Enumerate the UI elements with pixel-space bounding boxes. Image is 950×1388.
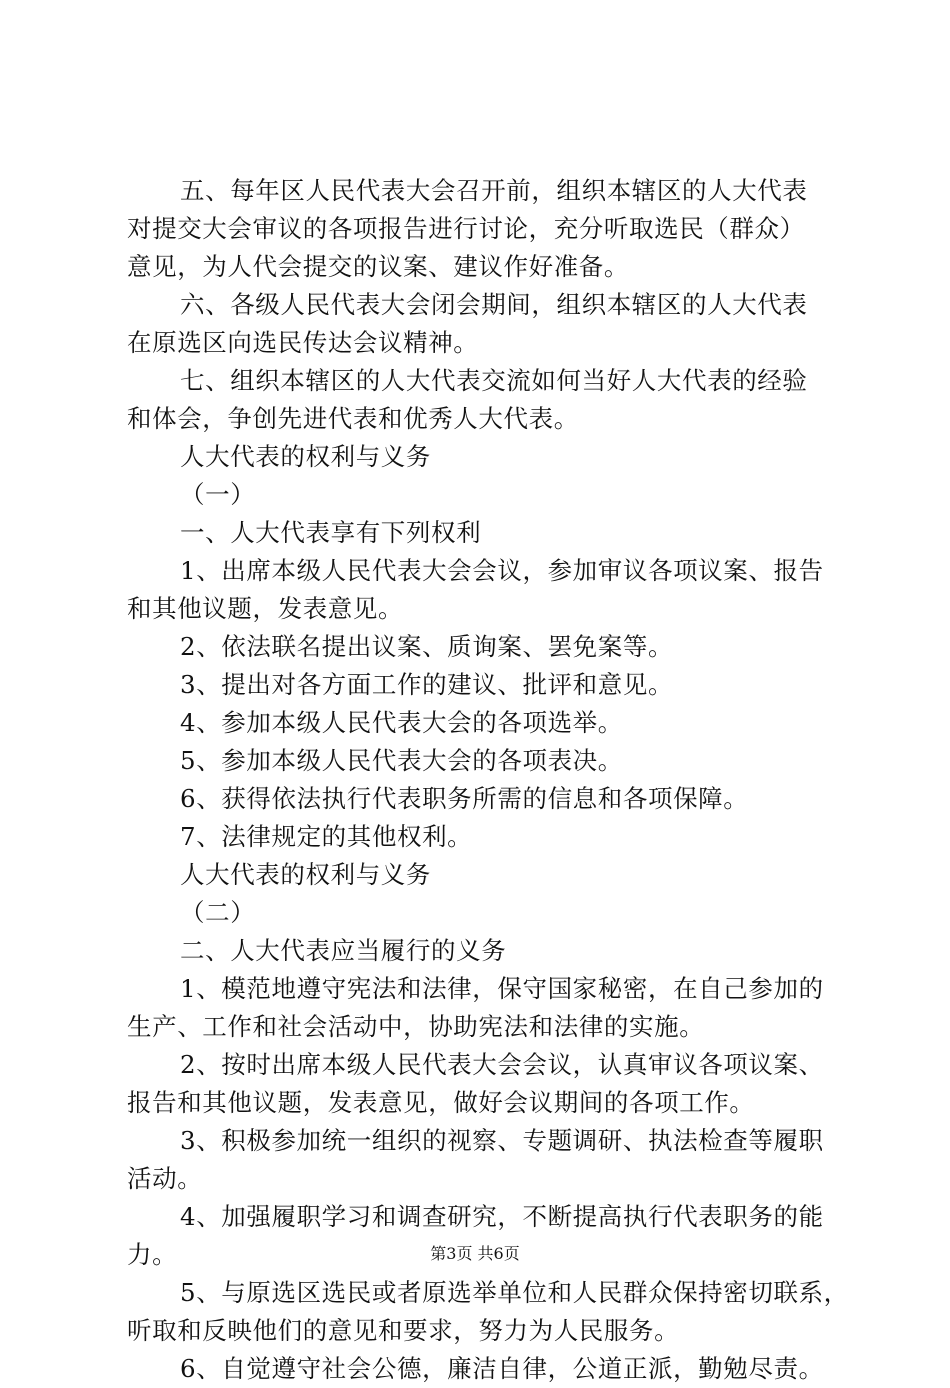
list-item-line: 3、积极参加统一组织的视察、专题调研、执法检查等履职 xyxy=(180,1126,824,1155)
paragraph-line: 六、各级人民代表大会闭会期间，组织本辖区的人大代表 xyxy=(180,290,808,319)
list-item-line: 生产、工作和社会活动中，协助宪法和法律的实施。 xyxy=(127,1012,705,1041)
page-number-footer: 第3页 共6页 xyxy=(430,1244,520,1263)
section-heading: 人大代表的权利与义务 xyxy=(180,442,431,471)
list-item-line: 和其他议题，发表意见。 xyxy=(127,594,404,623)
list-item-line: 力。 xyxy=(127,1240,178,1269)
list-item-line: 6、自觉遵守社会公德，廉洁自律，公道正派，勤勉尽责。 xyxy=(180,1354,824,1383)
list-item-line: 5、参加本级人民代表大会的各项表决。 xyxy=(180,746,623,775)
subsection-heading: 一、人大代表享有下列权利 xyxy=(180,518,482,547)
list-item-line: 6、获得依法执行代表职务所需的信息和各项保障。 xyxy=(180,784,749,813)
list-item-line: 2、依法联名提出议案、质询案、罢免案等。 xyxy=(180,632,674,661)
list-item-line: 3、提出对各方面工作的建议、批评和意见。 xyxy=(180,670,674,699)
list-item-line: 报告和其他议题，发表意见，做好会议期间的各项工作。 xyxy=(127,1088,755,1117)
list-item-line: 听取和反映他们的意见和要求，努力为人民服务。 xyxy=(127,1316,680,1345)
list-item-line: 活动。 xyxy=(127,1164,203,1193)
list-item-line: 4、参加本级人民代表大会的各项选举。 xyxy=(180,708,623,737)
paragraph-line: 意见，为人代会提交的议案、建议作好准备。 xyxy=(127,252,629,281)
document-body xyxy=(127,172,849,1388)
list-item-line: 2、按时出席本级人民代表大会会议，认真审议各项议案、 xyxy=(180,1050,824,1079)
paragraph-line: 在原选区向选民传达会议精神。 xyxy=(127,328,479,357)
section-number: （一） xyxy=(180,480,256,509)
paragraph-line: 七、组织本辖区的人大代表交流如何当好人大代表的经验 xyxy=(180,366,808,395)
paragraph-line: 对提交大会审议的各项报告进行讨论，充分听取选民（群众） xyxy=(127,214,805,243)
list-item-line: 1、出席本级人民代表大会会议，参加审议各项议案、报告 xyxy=(180,556,824,585)
list-item-line: 7、法律规定的其他权利。 xyxy=(180,822,473,851)
list-item-line: 4、加强履职学习和调查研究，不断提高执行代表职务的能 xyxy=(180,1202,824,1231)
subsection-heading: 二、人大代表应当履行的义务 xyxy=(180,936,507,965)
list-item-line: 1、模范地遵守宪法和法律，保守国家秘密，在自己参加的 xyxy=(180,974,824,1003)
section-heading: 人大代表的权利与义务 xyxy=(180,860,431,889)
list-item-line: 5、与原选区选民或者原选举单位和人民群众保持密切联系， xyxy=(180,1278,849,1307)
paragraph-line: 五、每年区人民代表大会召开前，组织本辖区的人大代表 xyxy=(180,176,808,205)
paragraph-line: 和体会，争创先进代表和优秀人大代表。 xyxy=(127,404,579,433)
section-number: （二） xyxy=(180,898,256,927)
